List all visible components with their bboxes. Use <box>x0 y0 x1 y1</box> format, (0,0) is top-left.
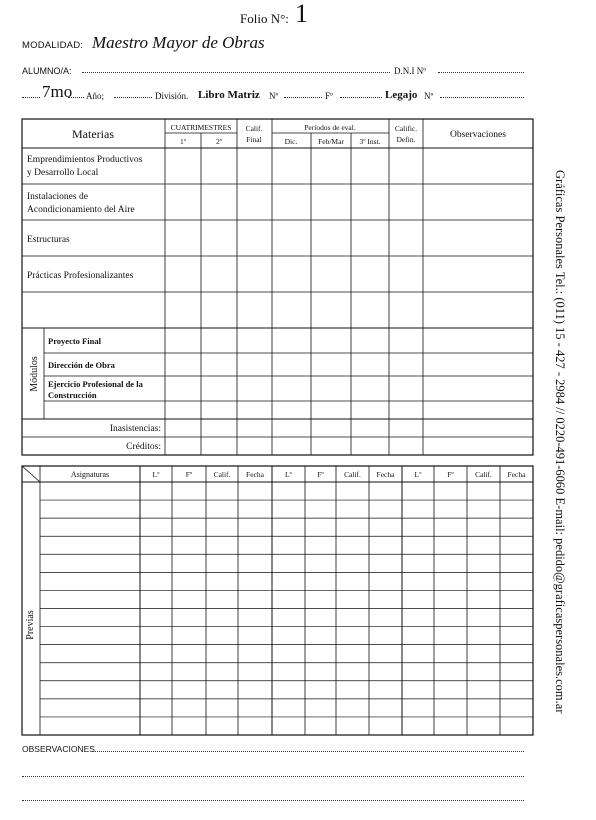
periodos-header: Períodos de eval. <box>304 123 356 132</box>
subject-2-line-2: Acondicionamiento del Aire <box>27 205 135 215</box>
periodo-feb-header: Feb/Mar <box>318 137 344 146</box>
libro-matriz-label: Libro Matriz <box>198 89 260 101</box>
modulos-label: Módulos <box>29 356 40 392</box>
previas-header-2-4: Fecha <box>376 470 395 479</box>
folio-label: Folio N°: <box>240 11 289 26</box>
printer-side-text <box>553 170 574 714</box>
calif-final-header-1: Calif. <box>245 124 263 133</box>
previas-label: Previas <box>25 610 36 640</box>
subject-4: Prácticas Profesionalizantes <box>27 271 134 281</box>
legajo-label: Legajo <box>385 89 418 101</box>
modalidad-value: Maestro Mayor de Obras <box>92 33 265 52</box>
division-label: División. <box>155 91 189 101</box>
previas-header-2-1: Lº <box>285 470 292 479</box>
asignaturas-header: Asignaturas <box>70 470 110 479</box>
module-3-line-2: Construcción <box>48 390 97 400</box>
inasistencias-label: Inasistencias: <box>109 424 161 434</box>
year-value: 7mo <box>42 82 73 101</box>
modalidad-label: MODALIDAD: <box>22 40 84 51</box>
observaciones-line-3[interactable] <box>22 800 524 801</box>
f-label: Fº <box>325 91 333 101</box>
previas-header-1-3: Calif. <box>213 470 231 479</box>
alumno-label: ALUMNO/A: <box>22 66 72 76</box>
calif-final-header-2: Final <box>246 135 262 144</box>
previas-header-3-4: Fecha <box>507 470 526 479</box>
cuat-2-header: 2º <box>215 137 223 146</box>
printer-contact: Gráficas Personales Tel.: (011) 15 - 427 - 2984 // 0220-491-6060 E-mail: pedido@graficaspersonales.com.ar <box>553 170 567 714</box>
previas-header-3-3: Calif. <box>475 470 492 479</box>
observaciones-line-1[interactable] <box>92 751 524 752</box>
previas-header-1-2: Fº <box>185 470 193 479</box>
observaciones-header: Observaciones <box>450 130 506 140</box>
ano-label: Año; <box>86 91 104 101</box>
subject-1-line-2: y Desarrollo Local <box>27 168 99 178</box>
subject-1-line-1: Emprendimientos Productivos <box>27 155 143 165</box>
observaciones-label: OBSERVACIONES <box>22 744 95 754</box>
previas-header-2-2: Fº <box>317 470 324 479</box>
previas-header-1-4: Fecha <box>246 470 264 479</box>
module-3-line-1: Ejercicio Profesional de la <box>48 379 143 389</box>
calif-defin-header-1: Calific. <box>394 124 418 133</box>
previas-header-1-1: Lº <box>152 470 160 479</box>
subject-2-line-1: Instalaciones de <box>27 192 88 202</box>
materias-header: Materias <box>72 127 114 141</box>
previas-header-3-1: Lº <box>414 470 422 479</box>
dni-label: D.N.I Nº <box>394 66 427 76</box>
cuatrimestres-header: CUATRIMESTRES <box>170 123 232 132</box>
previas-table <box>22 466 533 735</box>
periodo-dic-header: Dic. <box>284 137 298 146</box>
libro-n-label: Nº <box>269 91 279 101</box>
previas-header-2-3: Calif. <box>344 470 361 479</box>
creditos-label: Créditos: <box>126 442 161 452</box>
module-1: Proyecto Final <box>48 336 101 346</box>
observaciones-line-2[interactable] <box>22 776 524 777</box>
calif-defin-header-2: Defin. <box>396 135 416 144</box>
periodo-3-header: 3º Inst. <box>359 137 381 146</box>
previas-header-3-2: Fº <box>447 470 454 479</box>
subject-3: Estructuras <box>27 235 70 245</box>
grades-table-border <box>22 119 533 455</box>
legajo-n-label: Nº <box>424 91 434 101</box>
module-2: Dirección de Obra <box>48 360 115 370</box>
cuat-1-header: 1º <box>179 137 187 146</box>
folio-number: 1 <box>295 0 308 28</box>
